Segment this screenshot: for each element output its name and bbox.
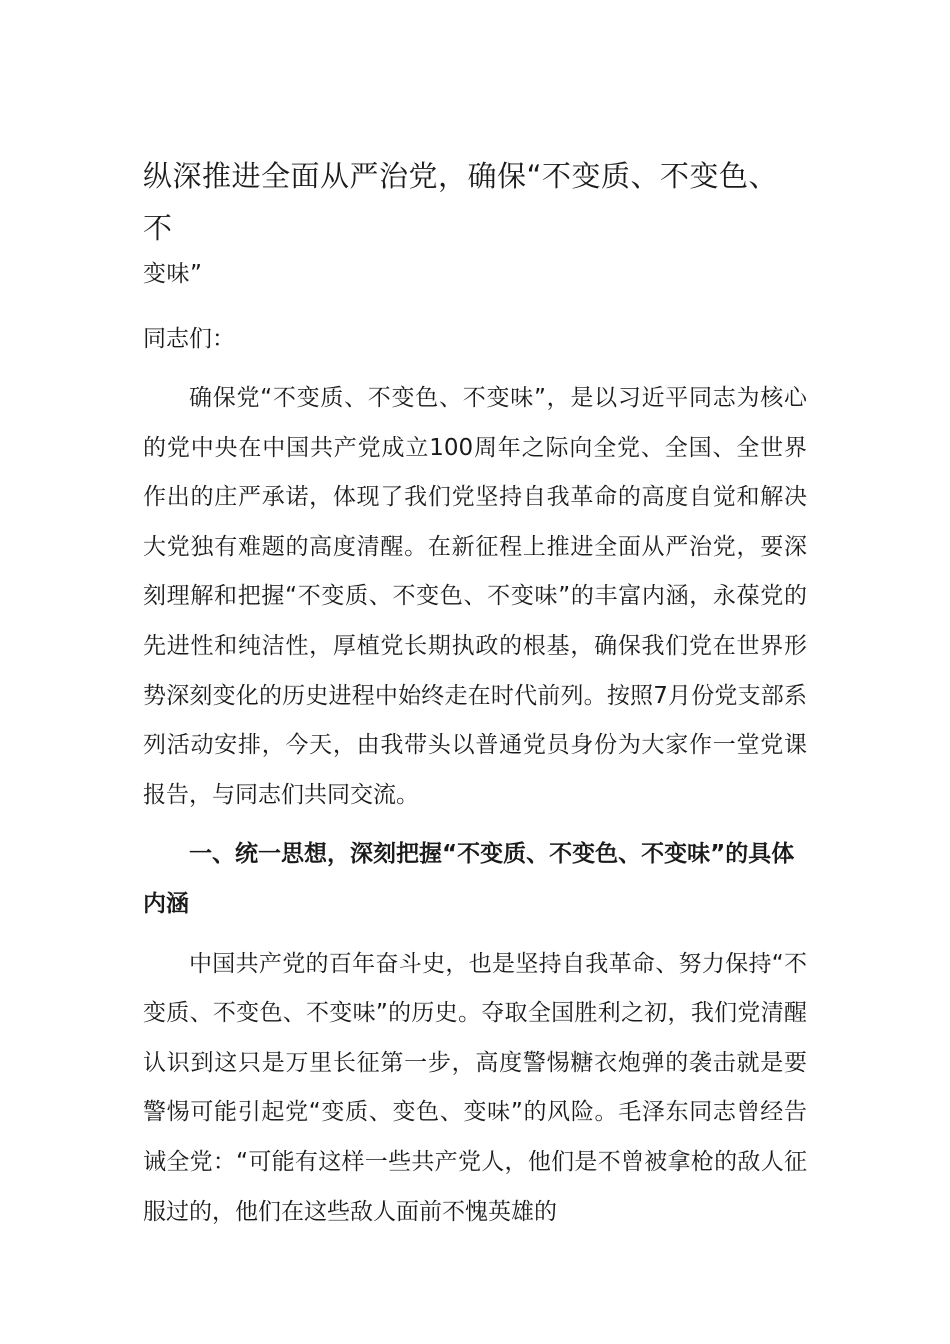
title-line-1: 纵深推进全面从严治党，确保“不变质、不变色、不 [143, 159, 779, 245]
document-title [143, 150, 807, 294]
greeting: 同志们： [143, 326, 235, 352]
document-body [143, 150, 807, 1237]
section-1-paragraph: 中国共产党的百年奋斗史，也是坚持自我革命、努力保持“不变质、不变色、不变味”的历史。夺取全国胜利之初，我们党清醒认识到这只是万里长征第一步，高度警惕糖衣炮弹的袭击就是要警惕可能引起党“变质、变色、变味”的风险。毛泽东同志曾经告诫全党：“可能有这样一些共产党人，他们是不曾被拿枪的敌人征服过的，他们在这些敌人面前不愧英雄的 [143, 950, 807, 1225]
section-heading-1: 一、统一思想，深刻把握“不变质、不变色、不变味”的具体内涵 [143, 841, 795, 917]
title-line-2: 变味” [143, 261, 203, 287]
intro-paragraph: 确保党“不变质、不变色、不变味”，是以习近平同志为核心的党中央在中国共产党成立100周年之际向全党、全国、全世界作出的庄严承诺，体现了我们党坚持自我革命的高度自觉和解决大党独有难题的高度清醒。在新征程上推进全面从严治党，要深刻理解和把握“不变质、不变色、不变味”的丰富内涵，永葆党的先进性和纯洁性，厚植党长期执政的根基，确保我们党在世界形势深刻变化的历史进程中始终走在时代前列。按照7月份党支部系列活动安排，今天，由我带头以普通党员身份为大家作一堂党课报告，与同志们共同交流。 [143, 385, 807, 808]
